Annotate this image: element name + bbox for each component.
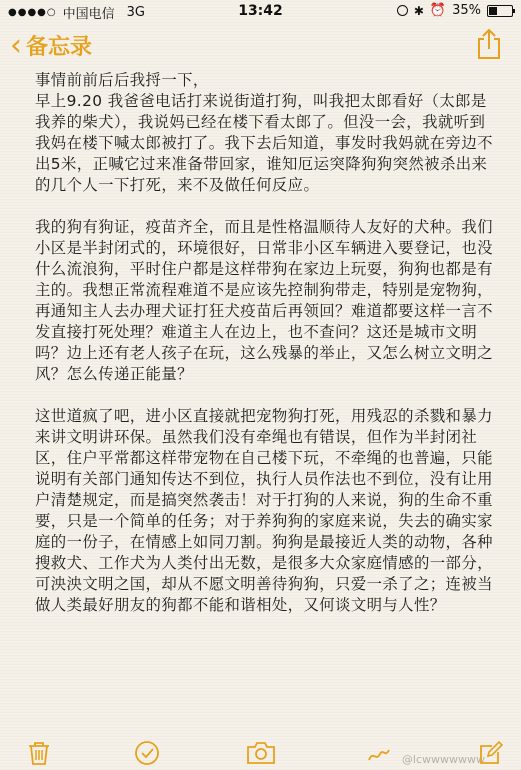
compose-icon[interactable] — [478, 740, 504, 766]
battery-icon — [487, 5, 513, 17]
sketch-icon[interactable] — [366, 740, 392, 766]
camera-icon[interactable] — [246, 740, 276, 766]
network-type: 3G — [126, 5, 146, 20]
alarm-icon: ⏰ — [429, 3, 447, 18]
status-time: 13:42 — [238, 3, 283, 19]
navigation-bar — [0, 22, 521, 68]
chevron-left-icon: ‹ — [10, 27, 22, 63]
share-icon[interactable] — [475, 28, 503, 60]
trash-icon[interactable] — [26, 740, 52, 766]
signal-strength-icon: ●●●●○ — [8, 7, 57, 18]
back-button-label: 备忘录 — [26, 35, 93, 60]
orientation-lock-icon — [397, 5, 408, 16]
status-bar — [0, 0, 521, 22]
note-body[interactable] — [35, 70, 500, 616]
status-right — [397, 3, 513, 18]
bluetooth-icon: ✱ — [413, 3, 424, 18]
back-button[interactable] — [10, 27, 93, 63]
bottom-toolbar — [0, 734, 521, 770]
carrier-name: 中国电信 — [62, 7, 115, 22]
note-paragraph-3: 这世道疯了吧，进小区直接就把宠物狗打死，用残忍的杀戮和暴力来讲文明讲环保。虽然我们没有牵绳也有错误，但作为半封闭社区，住户平常都这样带宠物在自己楼下玩，不牵绳的也普遍，只能说明有关部门通知传达不到位，执行人员作法也不到位，没有让用户清楚规定，而是搞突然袭击！对于打狗的人来说，狗的生命不重要，只是一个简单的任务；对于养狗狗的家庭来说，失去的确实家庭的一份子，在情感上如同刀割。狗狗是最接近人类的动物，各种搜救犬、工作犬为人类付出无数，是很多大众家庭情感的一部分，可泱泱文明之国，却从不愿文明善待狗狗，只爱一杀了之；连被当做人类最好朋友的狗都不能和谐相处，又何谈文明与人性？ — [35, 407, 493, 614]
note-paragraph-2: 我的狗有狗证，疫苗齐全，而且是性格温顺待人友好的犬种。我们小区是半封闭式的，环境很好，日常非小区车辆进入要登记，也没什么流浪狗，平时住户都是这样带狗在家边上玩耍，狗狗也都是有主的。我想正常流程难道不是应该先控制狗带走，特别是宠物狗，再通知主人去办理犬证打狂犬疫苗后再领回？难道都要这样一言不发直接打死处理？难道主人在边上，也不查问？这还是城市文明吗？边上还有老人孩子在玩，这么残暴的举止，又怎么树立文明之风？怎么传递正能量？ — [35, 218, 493, 383]
note-paragraph-1: 事情前前后后我捋一下， 早上9.20 我爸爸电话打来说街道打狗，叫我把太郎看好（太郎是我养的柴犬），我说妈已经在楼下看太郎了。但没一会，我就听到我妈在楼下喊太郎被打了。我下去后知道，事发时我妈就在旁边不出5米，正喊它过来准备带回家，谁知厄运突降狗狗突然被杀出来的几个人一下打死，来不及做任何反应。 — [35, 71, 493, 194]
battery-percent: 35% — [452, 3, 481, 18]
checklist-icon[interactable] — [134, 740, 160, 766]
watermark: @lcwwwwwww — [401, 753, 485, 766]
